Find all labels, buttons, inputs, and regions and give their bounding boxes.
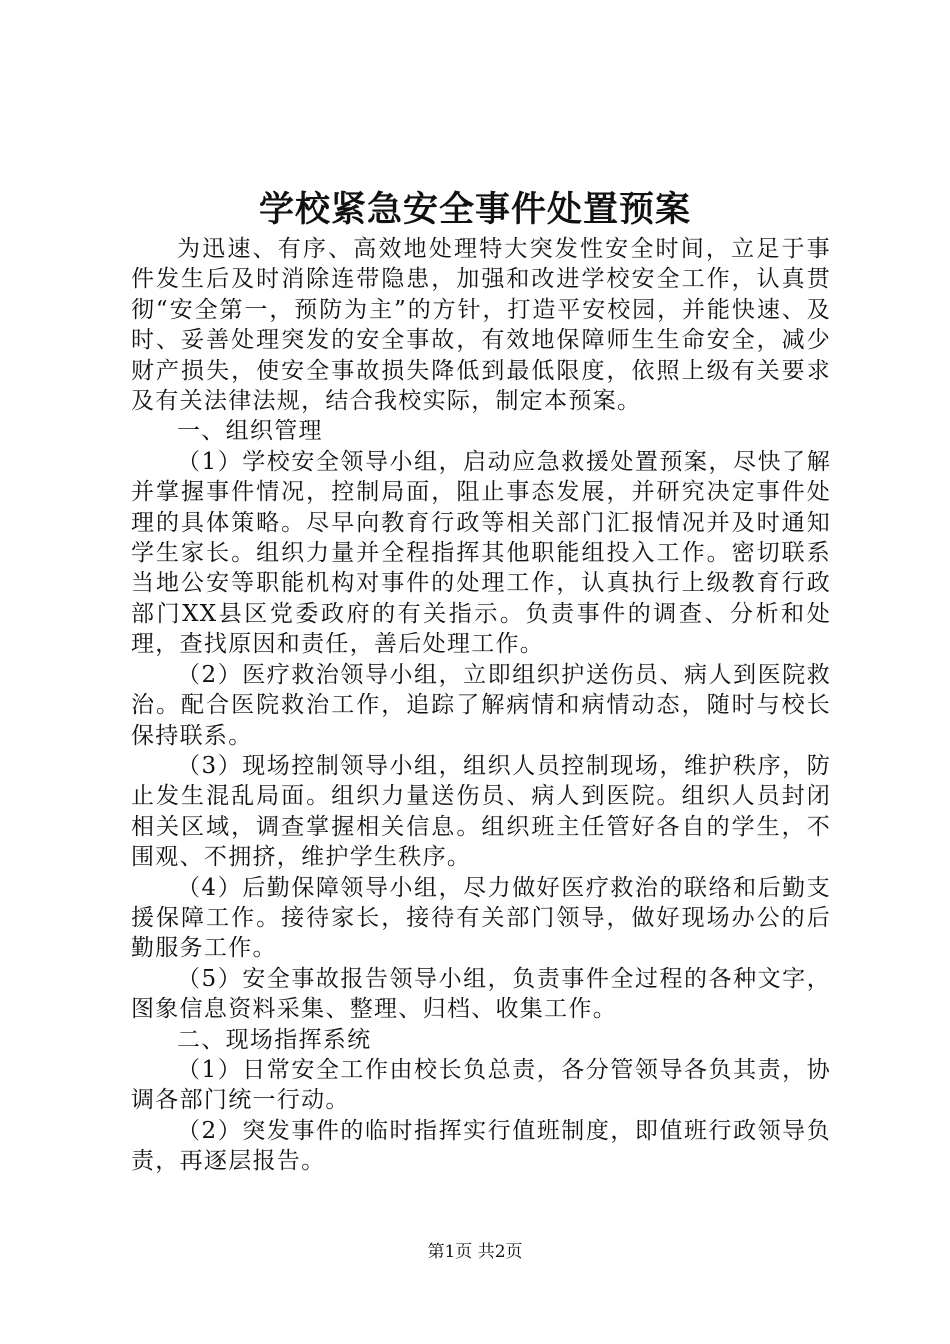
- page-footer: 第1页 共2页: [427, 1242, 523, 1262]
- section-heading-organization: 一、组织管理: [177, 418, 323, 445]
- paragraph-command-2: （2）突发事件的临时指挥实行值班制度，即值班行政领导负责，再逐层报告。: [131, 1117, 831, 1175]
- document-body: [131, 234, 831, 1177]
- paragraph-command-1: （1）日常安全工作由校长负总责，各分管领导各负其责，协调各部门统一行动。: [131, 1056, 831, 1114]
- paragraph-item-4: （4）后勤保障领导小组，尽力做好医疗救治的联络和后勤支援保障工作。接待家长，接待有关部门领导，做好现场办公的后勤服务工作。: [131, 874, 831, 962]
- paragraph-item-2: （2）医疗救治领导小组，立即组织护送伤员、病人到医院救治。配合医院救治工作，追踪了解病情和病情动态，随时与校长保持联系。: [131, 661, 831, 749]
- paragraph-item-1: （1）学校安全领导小组，启动应急救援处置预案，尽快了解并掌握事件情况，控制局面，阻止事态发展，并研究决定事件处理的具体策略。尽早向教育行政等相关部门汇报情况并及时通知学生家长。组织力量并全程指挥其他职能组投入工作。密切联系当地公安等职能机构对事件的处理工作，认真执行上级教育行政部门XX县区党委政府的有关指示。负责事件的调查、分析和处理，查找原因和责任，善后处理工作。: [131, 448, 831, 658]
- document-title: 学校紧急安全事件处置预案: [258, 189, 691, 230]
- paragraph-item-3: （3）现场控制领导小组，组织人员控制现场，维护秩序，防止发生混乱局面。组织力量送伤员、病人到医院。组织人员封闭相关区域，调查掌握相关信息。组织班主任管好各自的学生，不围观、不拥挤，维护学生秩序。: [131, 752, 831, 871]
- intro-paragraph: 为迅速、有序、高效地处理特大突发性安全时间，立足于事件发生后及时消除连带隐患，加强和改进学校安全工作，认真贯彻“安全第一，预防为主”的方针，打造平安校园，并能快速、及时、妥善处理突发的安全事故，有效地保障师生生命安全，减少财产损失，使安全事故损失降低到最低限度，依照上级有关要求及有关法律法规，结合我校实际，制定本预案。: [131, 236, 831, 415]
- paragraph-item-5: （5）安全事故报告领导小组，负责事件全过程的各种文字，图象信息资料采集、整理、归档、收集工作。: [131, 965, 831, 1023]
- section-heading-command: 二、现场指挥系统: [177, 1026, 372, 1053]
